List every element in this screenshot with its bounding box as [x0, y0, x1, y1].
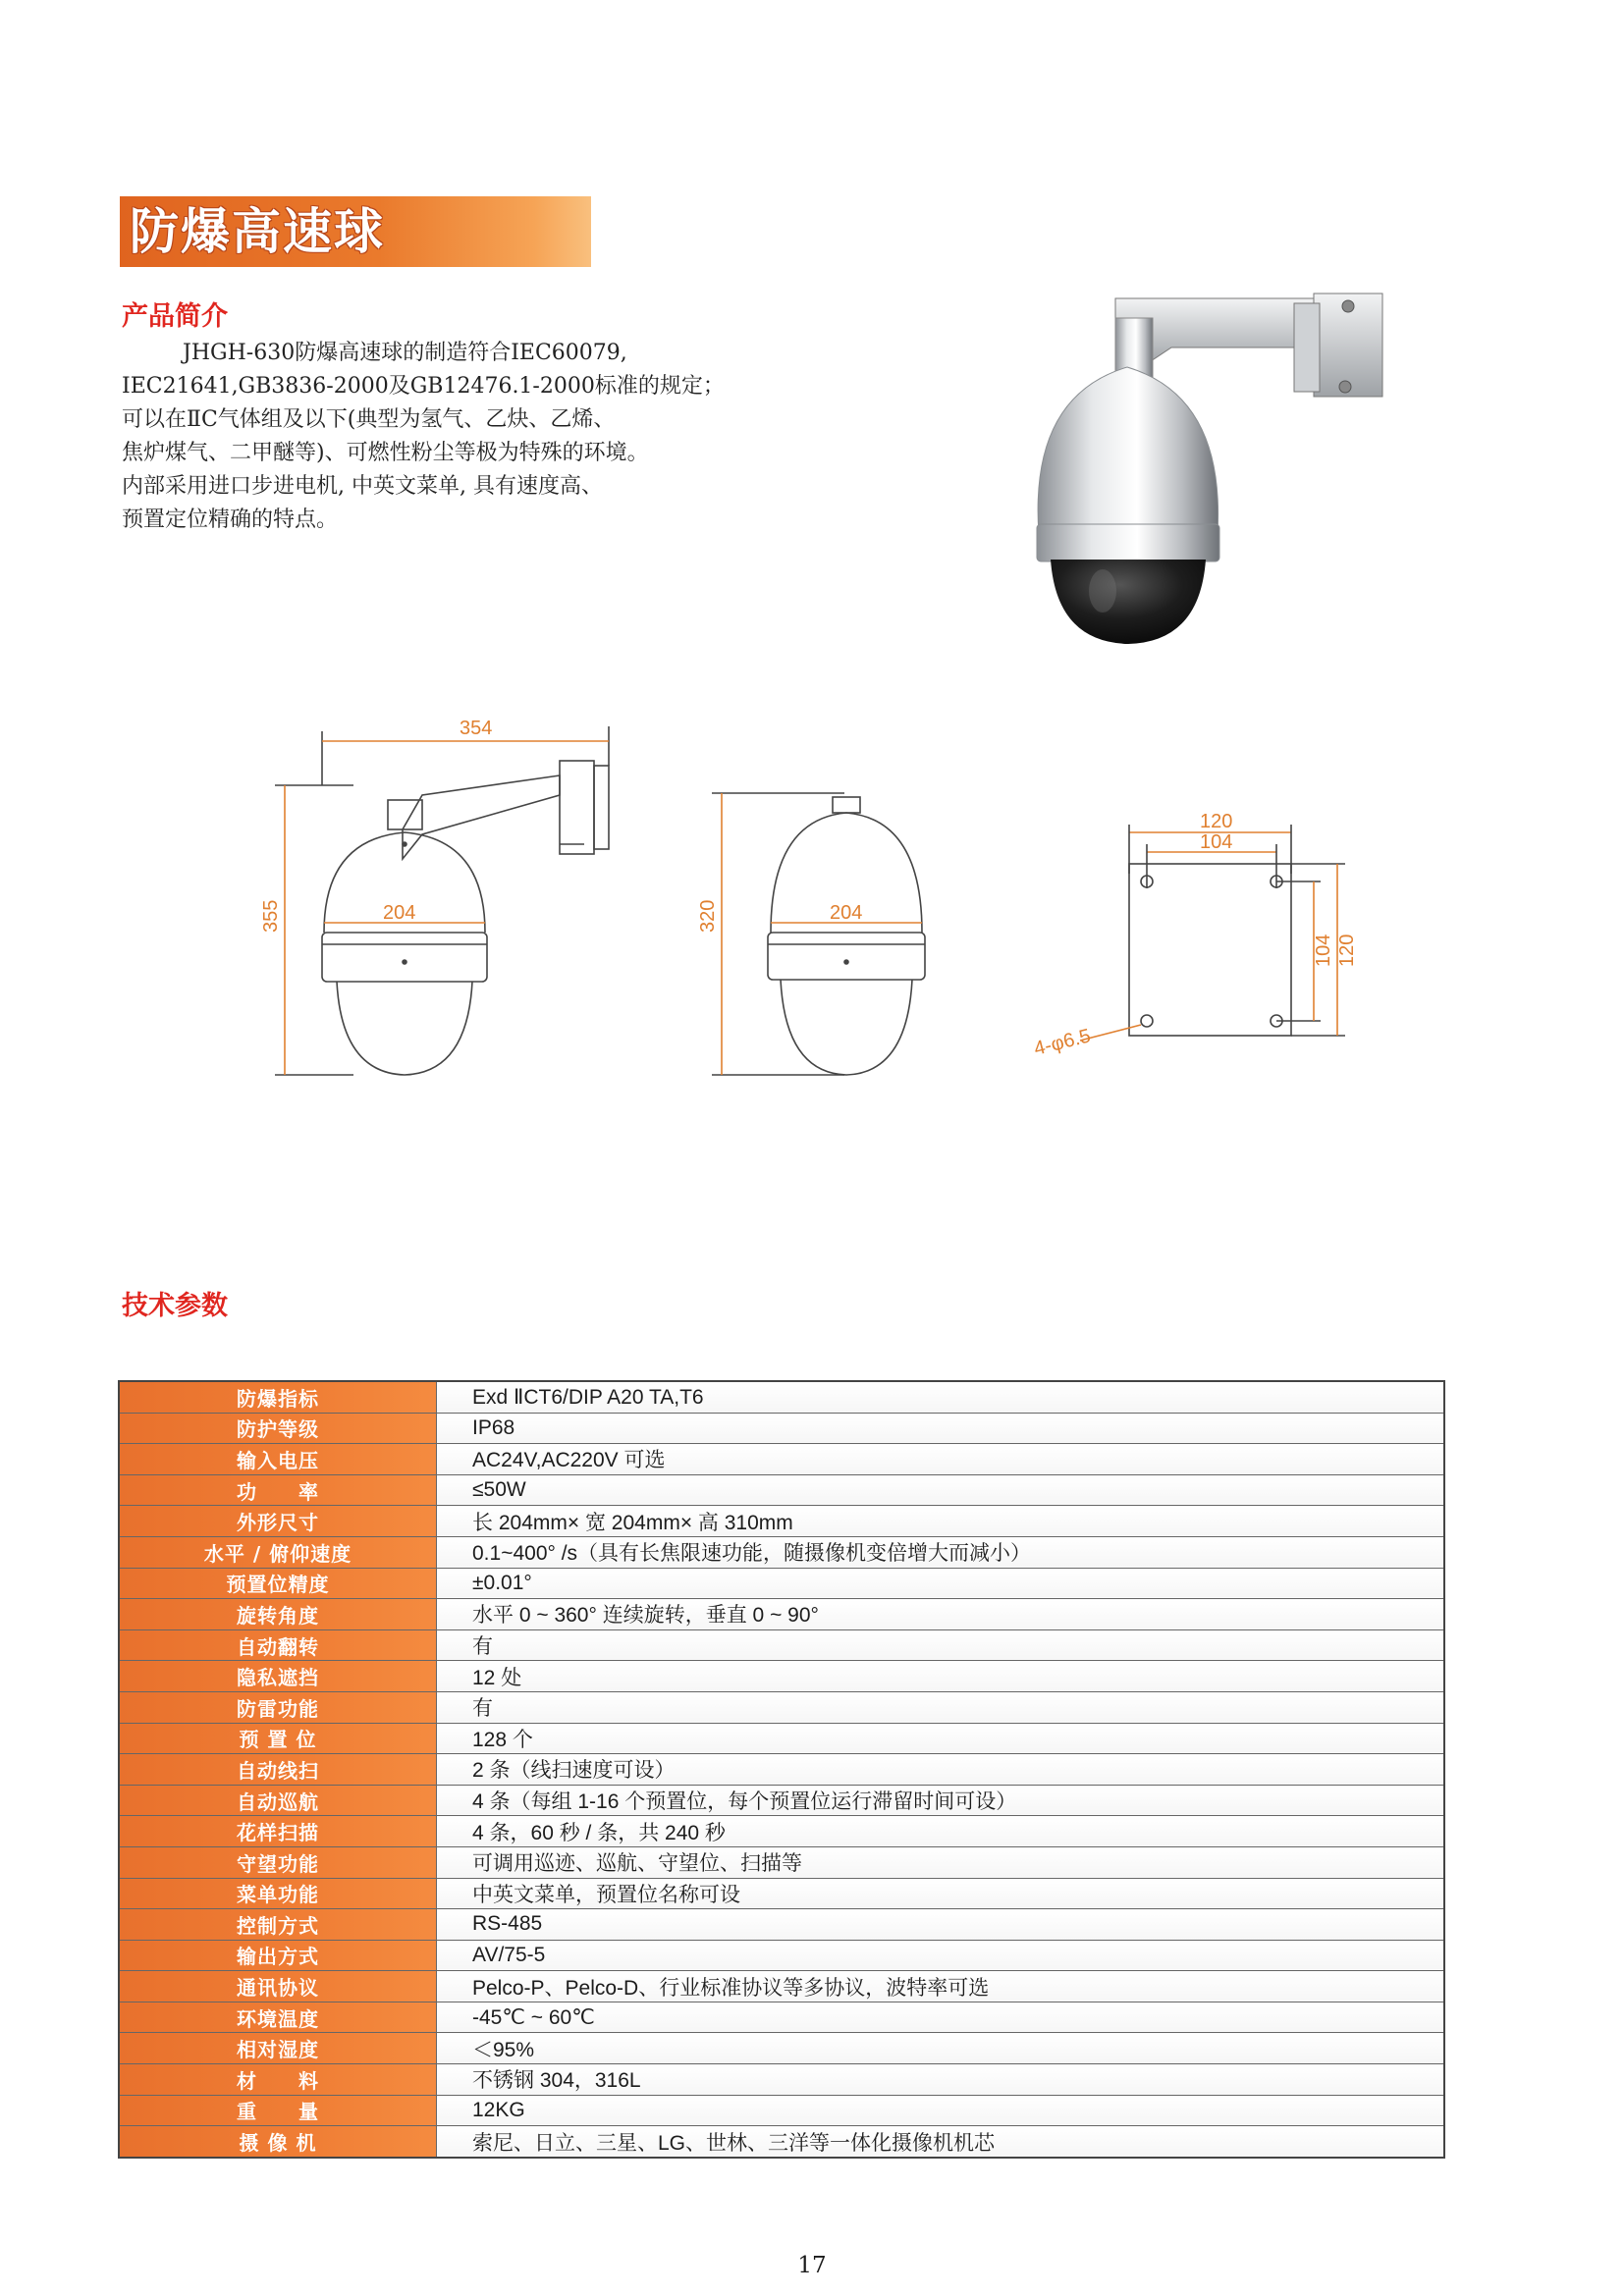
- spec-value: IP68: [437, 1413, 1445, 1444]
- spec-key: 守望功能: [119, 1846, 437, 1878]
- dim-plate-outer-v: 120: [1336, 934, 1358, 967]
- table-row: [119, 1754, 1444, 1786]
- spec-value: Exd ⅡCT6/DIP A20 TA,T6: [437, 1381, 1445, 1413]
- spec-key: 菜单功能: [119, 1878, 437, 1909]
- spec-value: RS-485: [437, 1909, 1445, 1941]
- table-row: [119, 2033, 1444, 2064]
- dim-side-dome: 204: [383, 902, 416, 924]
- spec-key: 摄 像 机: [119, 2126, 437, 2158]
- spec-value: 有: [437, 1629, 1445, 1661]
- dim-plate-holes: 4-φ6.5: [1031, 1025, 1094, 1060]
- spec-key: 控制方式: [119, 1909, 437, 1941]
- dim-side-width: 354: [460, 718, 493, 739]
- table-row: [119, 1599, 1444, 1630]
- intro-line: 焦炉煤气、二甲醚等)、可燃性粉尘等极为特殊的环境。: [122, 441, 649, 465]
- spec-key: 功 率: [119, 1474, 437, 1506]
- dim-front-dome: 204: [830, 902, 863, 924]
- spec-value: 4 条（每组 1-16 个预置位，每个预置位运行滞留时间可设）: [437, 1785, 1445, 1816]
- spec-value: 中英文菜单，预置位名称可设: [437, 1878, 1445, 1909]
- spec-key: 预置位精度: [119, 1568, 437, 1599]
- spec-key: 外形尺寸: [119, 1506, 437, 1537]
- intro-line: 可以在ⅡC气体组及以下(典型为氢气、乙炔、乙烯、: [122, 407, 616, 432]
- dim-plate-inner-v: 104: [1313, 934, 1334, 967]
- table-row: [119, 1474, 1444, 1506]
- side-view-drawing: [275, 726, 609, 1075]
- technical-drawings: [0, 687, 1624, 1099]
- table-row: [119, 1878, 1444, 1909]
- dim-plate-inner: 104: [1200, 831, 1233, 853]
- table-row: [119, 1971, 1444, 2002]
- spec-value: 长 204mm× 宽 204mm× 高 310mm: [437, 1506, 1445, 1537]
- table-row: [119, 2126, 1444, 2158]
- table-row: [119, 1785, 1444, 1816]
- spec-key: 重 量: [119, 2095, 437, 2126]
- table-row: [119, 1723, 1444, 1754]
- intro-heading: 产品简介: [122, 301, 228, 332]
- spec-value: 128 个: [437, 1723, 1445, 1754]
- table-row: [119, 1413, 1444, 1444]
- dim-front-height: 320: [697, 899, 719, 933]
- spec-value: ＜95%: [437, 2033, 1445, 2064]
- spec-key: 花样扫描: [119, 1816, 437, 1847]
- spec-value: -45℃ ~ 60℃: [437, 2002, 1445, 2033]
- spec-key: 自动线扫: [119, 1754, 437, 1786]
- intro-line: 内部采用进口步进电机, 中英文菜单, 具有速度高、: [122, 474, 603, 499]
- page-title: 防爆高速球: [130, 203, 385, 260]
- specs-heading: 技术参数: [122, 1291, 228, 1321]
- spec-key: 水平 / 俯仰速度: [119, 1536, 437, 1568]
- spec-key: 环境温度: [119, 2002, 437, 2033]
- table-row: [119, 1629, 1444, 1661]
- intro-text: [122, 337, 750, 537]
- intro-line: 预置定位精确的特点。: [122, 507, 339, 532]
- front-view-drawing: [712, 793, 925, 1075]
- product-photo: [1000, 279, 1441, 671]
- intro-line: JHGH-630防爆高速球的制造符合IEC60079,: [183, 341, 627, 365]
- table-row: [119, 2064, 1444, 2096]
- table-row: [119, 1536, 1444, 1568]
- title-banner: [120, 196, 591, 267]
- dim-side-height: 355: [260, 899, 282, 933]
- spec-key: 相对湿度: [119, 2033, 437, 2064]
- table-row: [119, 1506, 1444, 1537]
- spec-key: 输入电压: [119, 1444, 437, 1475]
- table-row: [119, 1381, 1444, 1413]
- spec-value: AV/75-5: [437, 1940, 1445, 1971]
- spec-value: 水平 0 ~ 360° 连续旋转，垂直 0 ~ 90°: [437, 1599, 1445, 1630]
- table-row: [119, 1691, 1444, 1723]
- spec-key: 通讯协议: [119, 1971, 437, 2002]
- spec-key: 输出方式: [119, 1940, 437, 1971]
- spec-key: 防雷功能: [119, 1691, 437, 1723]
- spec-value: 4 条，60 秒 / 条，共 240 秒: [437, 1816, 1445, 1847]
- spec-value: Pelco-P、Pelco-D、行业标准协议等多协议，波特率可选: [437, 1971, 1445, 2002]
- table-row: [119, 1568, 1444, 1599]
- table-row: [119, 1940, 1444, 1971]
- spec-key: 自动巡航: [119, 1785, 437, 1816]
- spec-key: 旋转角度: [119, 1599, 437, 1630]
- spec-key: 防爆指标: [119, 1381, 437, 1413]
- page-number: 17: [797, 2253, 827, 2278]
- table-row: [119, 1816, 1444, 1847]
- spec-value: AC24V,AC220V 可选: [437, 1444, 1445, 1475]
- spec-key: 自动翻转: [119, 1629, 437, 1661]
- mount-plate-drawing: [1080, 825, 1345, 1041]
- dim-plate-outer: 120: [1200, 811, 1233, 832]
- table-row: [119, 1846, 1444, 1878]
- table-row: [119, 1909, 1444, 1941]
- spec-key: 隐私遮挡: [119, 1661, 437, 1692]
- spec-value: 0.1~400° /s（具有长焦限速功能，随摄像机变倍增大而减小）: [437, 1536, 1445, 1568]
- spec-key: 材 料: [119, 2064, 437, 2096]
- spec-value: 12 处: [437, 1661, 1445, 1692]
- table-row: [119, 1444, 1444, 1475]
- spec-key: 防护等级: [119, 1413, 437, 1444]
- spec-value: 有: [437, 1691, 1445, 1723]
- spec-value: 可调用巡迹、巡航、守望位、扫描等: [437, 1846, 1445, 1878]
- intro-line: IEC21641,GB3836-2000及GB12476.1-2000标准的规定；: [122, 374, 725, 399]
- spec-value: 12KG: [437, 2095, 1445, 2126]
- table-row: [119, 2095, 1444, 2126]
- table-row: [119, 1661, 1444, 1692]
- spec-value: 2 条（线扫速度可设）: [437, 1754, 1445, 1786]
- spec-key: 预 置 位: [119, 1723, 437, 1754]
- spec-value: ≤50W: [437, 1474, 1445, 1506]
- spec-value: 不锈钢 304，316L: [437, 2064, 1445, 2096]
- spec-value: ±0.01°: [437, 1568, 1445, 1599]
- spec-table: [118, 1380, 1445, 2159]
- table-row: [119, 2002, 1444, 2033]
- spec-value: 索尼、日立、三星、LG、世林、三洋等一体化摄像机机芯: [437, 2126, 1445, 2158]
